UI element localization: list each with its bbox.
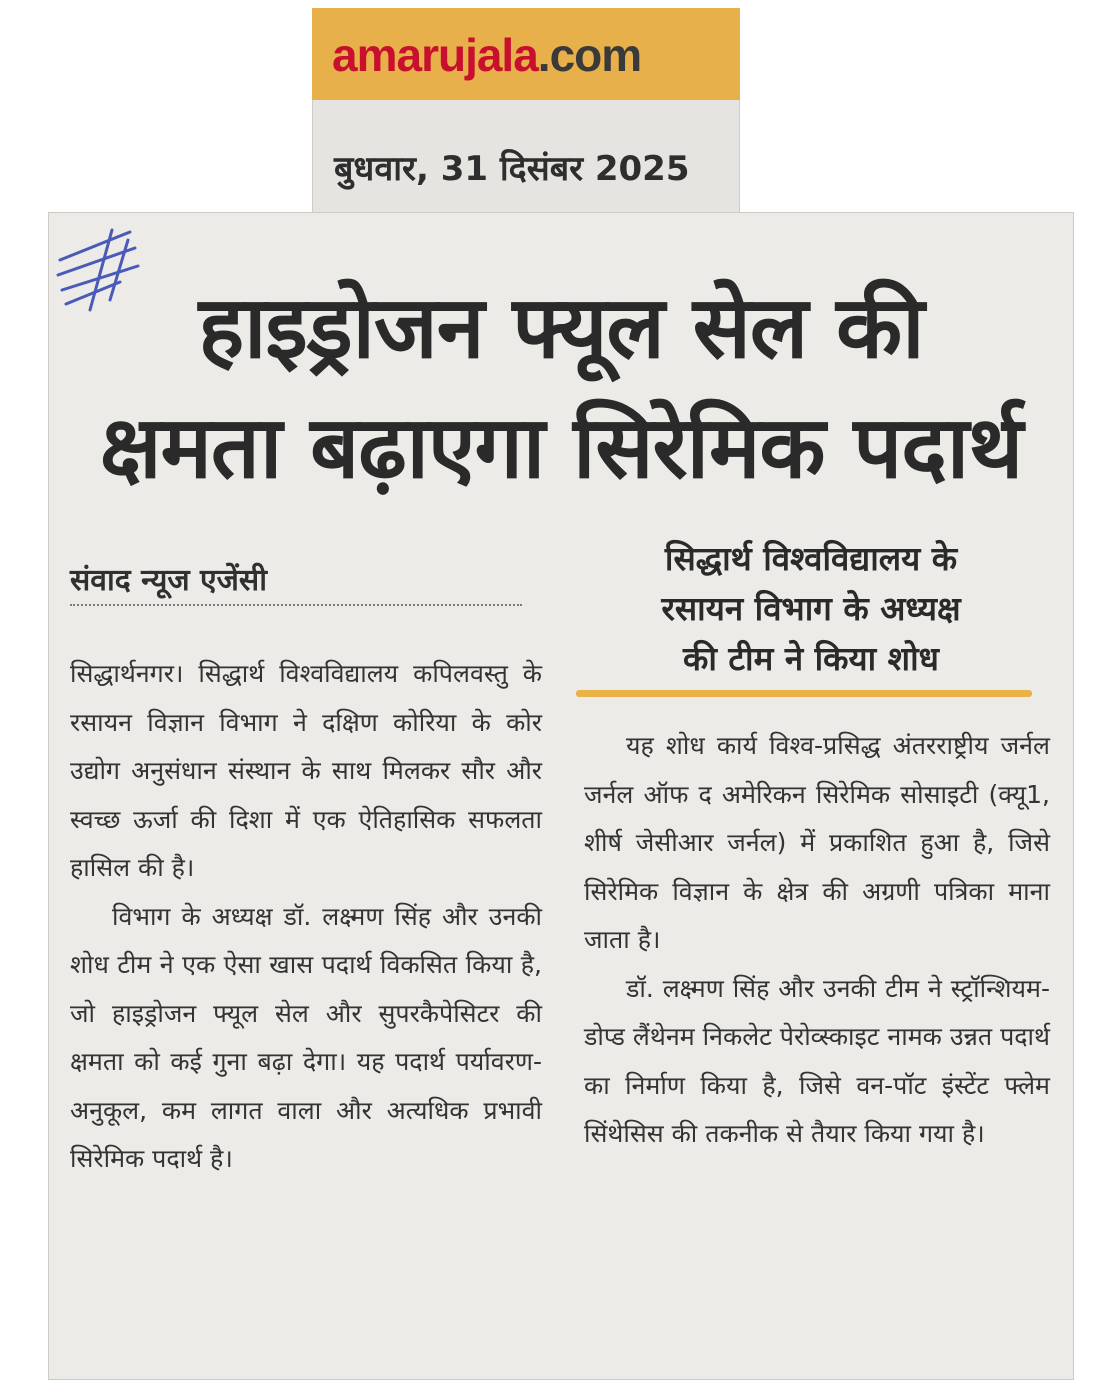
left-paragraph-1: सिद्धार्थनगर। सिद्धार्थ विश्वविद्यालय कपिलवस्तु के रसायन विज्ञान विभाग ने दक्षिण कोरिया के कोर उद्योग अनुसंधान संस्थान के साथ मिलकर सौर और स्वच्छ ऊर्जा की दिशा में एक ऐतिहासिक सफलता हासिल की है। (70, 659, 542, 882)
subheadline-line-2: रसायन विभाग के अध्यक्ष (661, 589, 961, 628)
logo-brand: amarujala (332, 29, 538, 81)
masthead-clipping (312, 8, 740, 223)
article-clipping (48, 212, 1074, 1380)
subheadline-line-3: की टीम ने किया शोध (683, 639, 939, 678)
headline-line-2: क्षमता बढ़ाएगा सिरेमिक पदार्थ (99, 398, 1023, 498)
left-paragraph-2: विभाग के अध्यक्ष डॉ. लक्ष्मण सिंह और उनकी शोध टीम ने एक ऐसा खास पदार्थ विकसित किया है, जो हाइड्रोजन फ्यूल सेल और सुपरकैपेसिटर की क्षमता को कई गुना बढ़ा देगा। यह पदार्थ पर्यावरण-अनुकूल, कम लागत वाला और अत्यधिक प्रभावी सिरेमिक पदार्थ है। (70, 901, 542, 1173)
subheadline-underline (576, 690, 1032, 697)
left-column (70, 650, 542, 1184)
subheadline-line-1: सिद्धार्थ विश्वविद्यालय के (664, 539, 958, 578)
newspaper-logo (332, 29, 642, 81)
right-paragraph-2: डॉ. लक्ष्मण सिंह और उनकी टीम ने स्ट्रॉन्शियम-डोप्ड लैंथेनम निकलेट पेरोव्स्काइट नामक उन्नत पदार्थ का निर्माण किया है, जिसे वन-पॉट इंस्टेंट फ्लेम सिंथेसिस की तकनीक से तैयार किया गया है। (584, 973, 1050, 1148)
publication-date: बुधवार, 31 दिसंबर 2025 (334, 149, 690, 189)
subheadline (578, 534, 1044, 684)
byline-divider (70, 604, 522, 606)
logo-tld: .com (537, 29, 642, 81)
right-paragraph-1: यह शोध कार्य विश्व-प्रसिद्ध अंतरराष्ट्रीय जर्नल जर्नल ऑफ द अमेरिकन सिरेमिक सोसाइटी (क्यू1, शीर्ष जेसीआर जर्नल) में प्रकाशित हुआ है, जिसे सिरेमिक विज्ञान के क्षेत्र की अग्रणी पत्रिका माना जाता है। (584, 731, 1050, 954)
pen-hatch-marks (50, 220, 150, 320)
byline: संवाद न्यूज एजेंसी (70, 563, 267, 598)
headline-line-1: हाइड्रोजन फ्यूल सेल की (198, 278, 924, 378)
headline (48, 268, 1074, 508)
right-column (584, 722, 1050, 1159)
